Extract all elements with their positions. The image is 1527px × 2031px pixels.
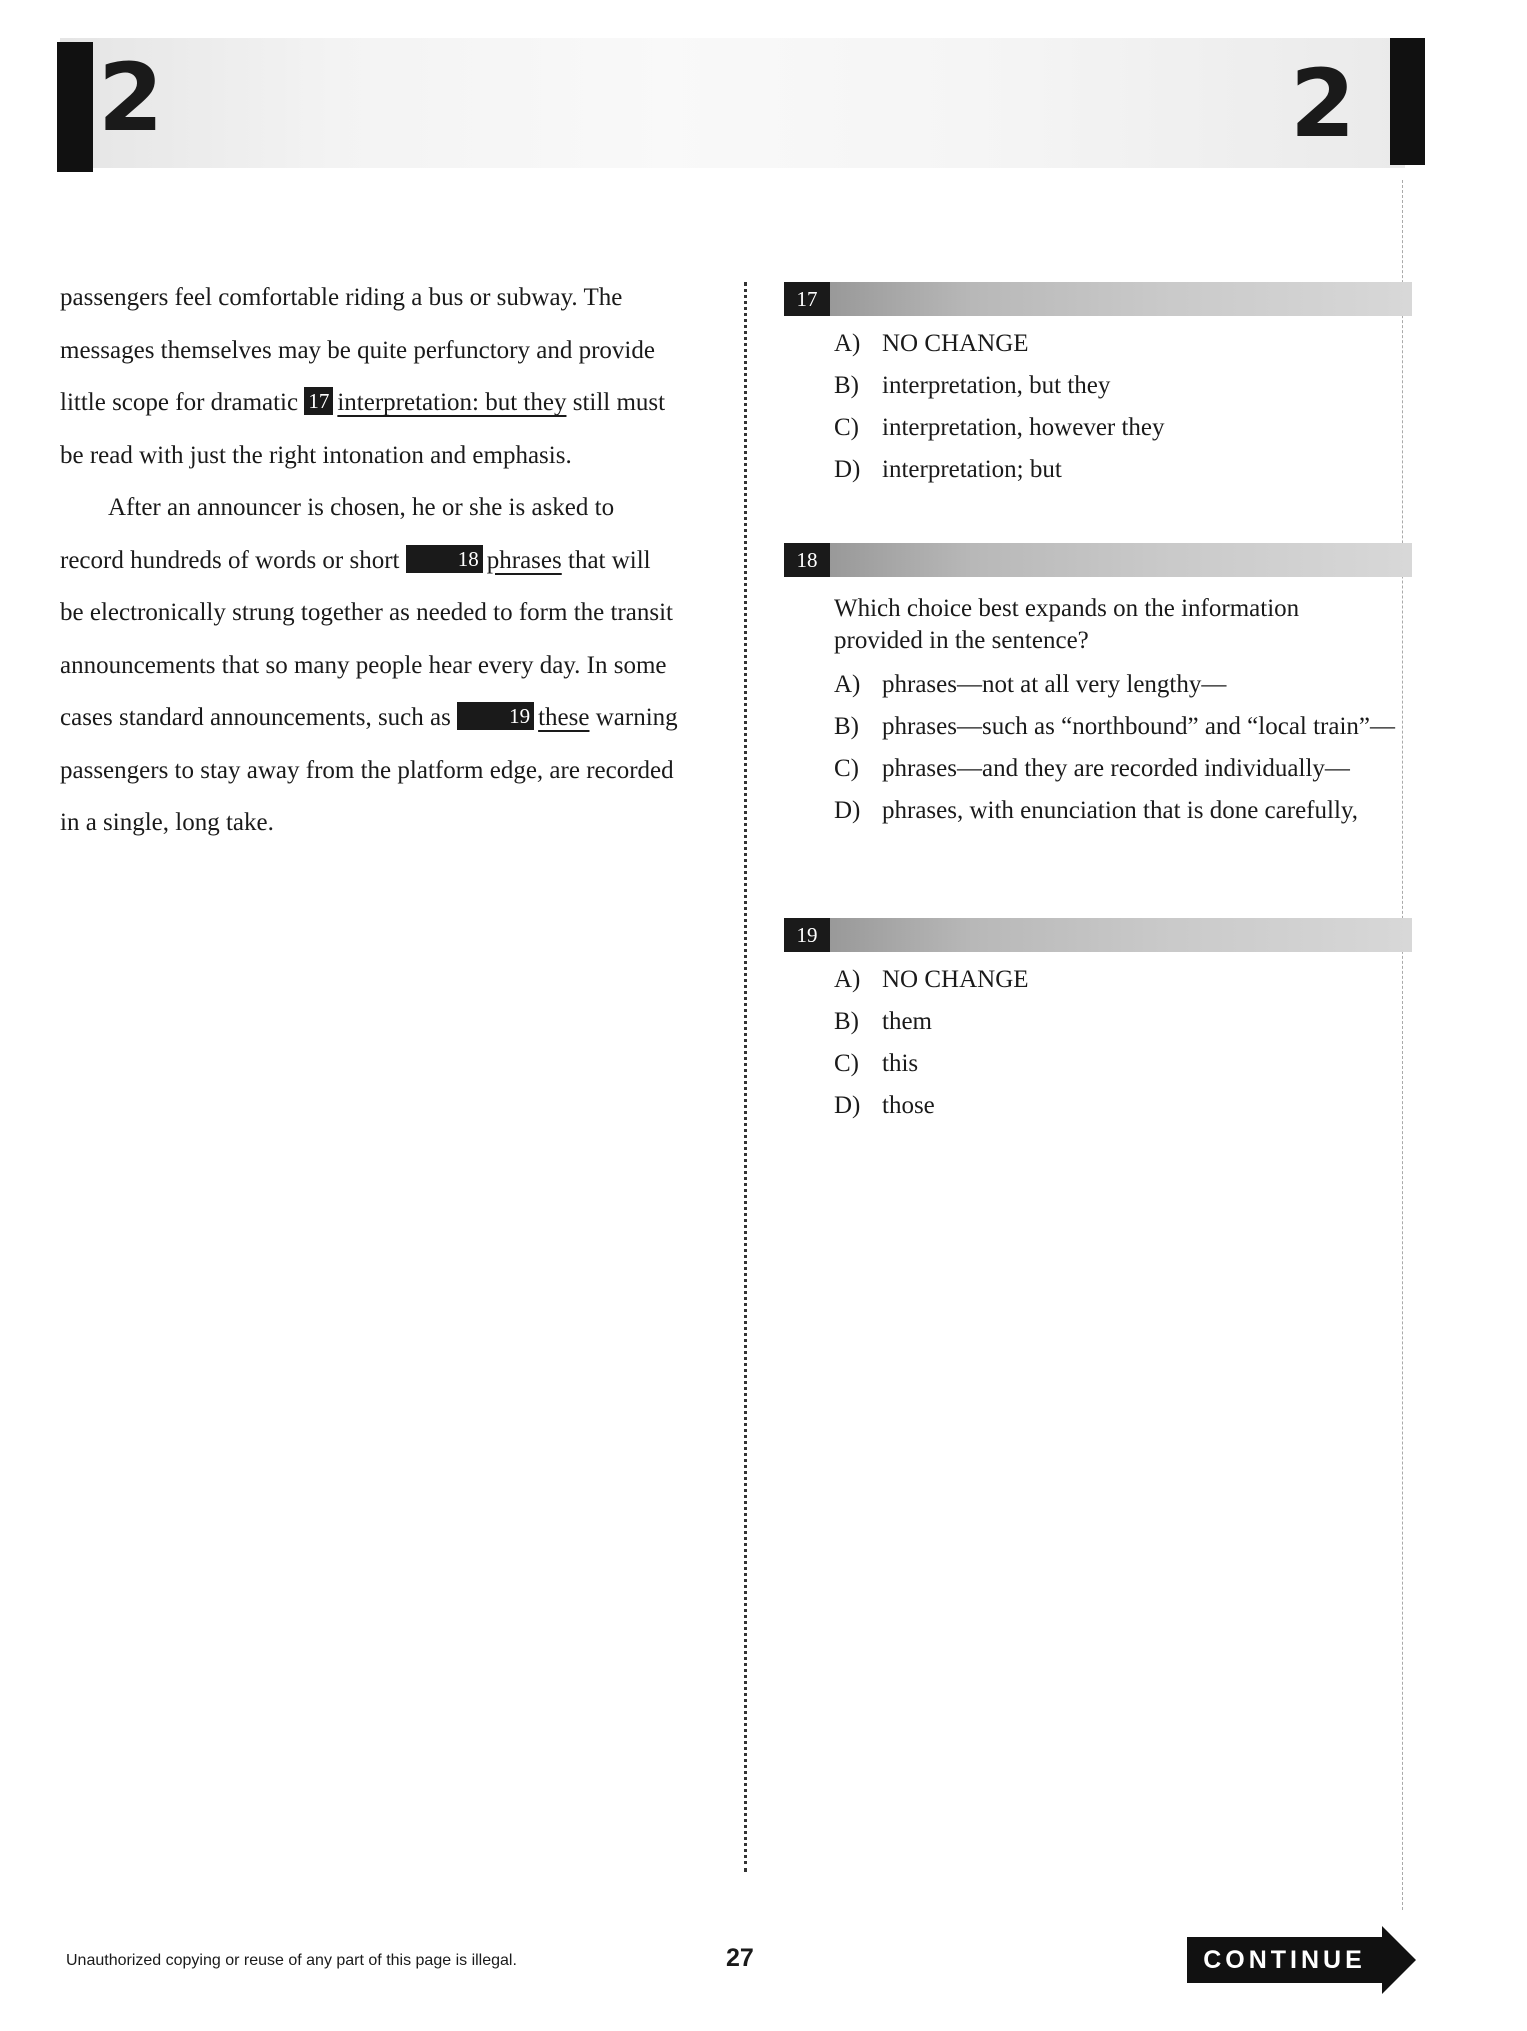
question-header-bar xyxy=(784,918,1412,952)
option-letter: A) xyxy=(834,671,861,698)
option-text: phrases—and they are recorded individually— xyxy=(882,755,1350,782)
underlined-passage-text: interpretation: but they xyxy=(337,389,567,416)
answer-option[interactable] xyxy=(834,1006,1412,1038)
option-letter: C) xyxy=(834,414,859,441)
question-number-label: 18 xyxy=(784,543,830,577)
passage-text-run: that will be electronically strung together as needed to form the transit announcements that so many people hear every day. In some cases standard announcements, such as xyxy=(60,546,673,731)
answer-options xyxy=(834,964,1412,1122)
answer-option[interactable] xyxy=(834,753,1412,785)
section-marker-bar-left xyxy=(57,42,93,172)
continue-button[interactable]: CONTINUE xyxy=(1187,1937,1382,1983)
passage-text-run: warning passengers to stay away from the platform edge, are recorded in a single, long take. xyxy=(60,704,678,836)
answer-option[interactable] xyxy=(834,454,1412,486)
passage-text-run: still must be read with just the right intonation and emphasis. xyxy=(60,389,666,469)
answer-option[interactable] xyxy=(834,669,1412,701)
passage-text-run: passengers feel comfortable riding a bus or subway. The messages themselves may be quite perfunctory and provide little scope for dramatic xyxy=(60,284,655,416)
option-letter: B) xyxy=(834,372,859,399)
question-number-marker: 18 xyxy=(406,545,483,573)
answer-option[interactable] xyxy=(834,412,1412,444)
question-prompt: Which choice best expands on the information provided in the sentence? xyxy=(834,595,1300,654)
option-letter: C) xyxy=(834,755,859,782)
copyright-notice: Unauthorized copying or reuse of any part of this page is illegal. xyxy=(66,1952,517,1969)
question-header-bar xyxy=(784,282,1412,316)
option-letter: D) xyxy=(834,1092,861,1119)
answer-option[interactable] xyxy=(834,711,1412,743)
column-divider xyxy=(744,282,747,1872)
answer-options xyxy=(834,669,1412,827)
option-text: interpretation; but xyxy=(882,456,1062,483)
question-18 xyxy=(784,543,1412,837)
question-19 xyxy=(784,918,1412,1132)
answer-options xyxy=(834,328,1412,486)
question-number-label: 17 xyxy=(784,282,830,316)
underlined-passage-text: these xyxy=(538,704,590,731)
answer-option[interactable] xyxy=(834,795,1412,827)
question-number-label: 19 xyxy=(784,918,830,952)
answer-option[interactable] xyxy=(834,370,1412,402)
option-letter: D) xyxy=(834,456,861,483)
passage-text-run: After an announcer is chosen, he or she is asked to record hundreds of words or short xyxy=(60,494,615,574)
section-marker-bar-right xyxy=(1390,38,1425,165)
section-header-band xyxy=(60,38,1405,168)
option-letter: A) xyxy=(834,966,861,993)
underlined-passage-text: phrases xyxy=(486,546,562,574)
passage-paragraph xyxy=(60,272,680,482)
option-letter: A) xyxy=(834,330,861,357)
option-letter: B) xyxy=(834,1008,859,1035)
question-number-marker: 19 xyxy=(457,702,534,730)
option-text: them xyxy=(882,1008,932,1035)
answer-option[interactable] xyxy=(834,328,1412,360)
continue-arrow-icon[interactable] xyxy=(1382,1926,1416,1994)
option-text: NO CHANGE xyxy=(882,966,1029,993)
answer-option[interactable] xyxy=(834,1048,1412,1080)
section-number-left: 2 xyxy=(98,44,164,153)
question-number-marker: 17 xyxy=(304,387,333,415)
option-text: interpretation, but they xyxy=(882,372,1111,399)
option-letter: C) xyxy=(834,1050,859,1077)
answer-option[interactable] xyxy=(834,1090,1412,1122)
section-number-right: 2 xyxy=(1290,50,1356,159)
option-letter: D) xyxy=(834,797,861,824)
option-letter: B) xyxy=(834,713,859,740)
passage-text xyxy=(60,272,680,850)
passage-paragraph xyxy=(60,482,680,850)
option-text: interpretation, however they xyxy=(882,414,1165,441)
option-text: NO CHANGE xyxy=(882,330,1029,357)
page-number: 27 xyxy=(726,1944,754,1972)
option-text: those xyxy=(882,1092,935,1119)
question-17 xyxy=(784,282,1412,496)
option-text: phrases—such as “northbound” and “local train”— xyxy=(882,713,1396,740)
question-header-bar xyxy=(784,543,1412,577)
option-text: phrases, with enunciation that is done carefully, xyxy=(882,797,1359,824)
option-text: phrases—not at all very lengthy— xyxy=(882,671,1227,698)
answer-option[interactable] xyxy=(834,964,1412,996)
option-text: this xyxy=(882,1050,919,1077)
